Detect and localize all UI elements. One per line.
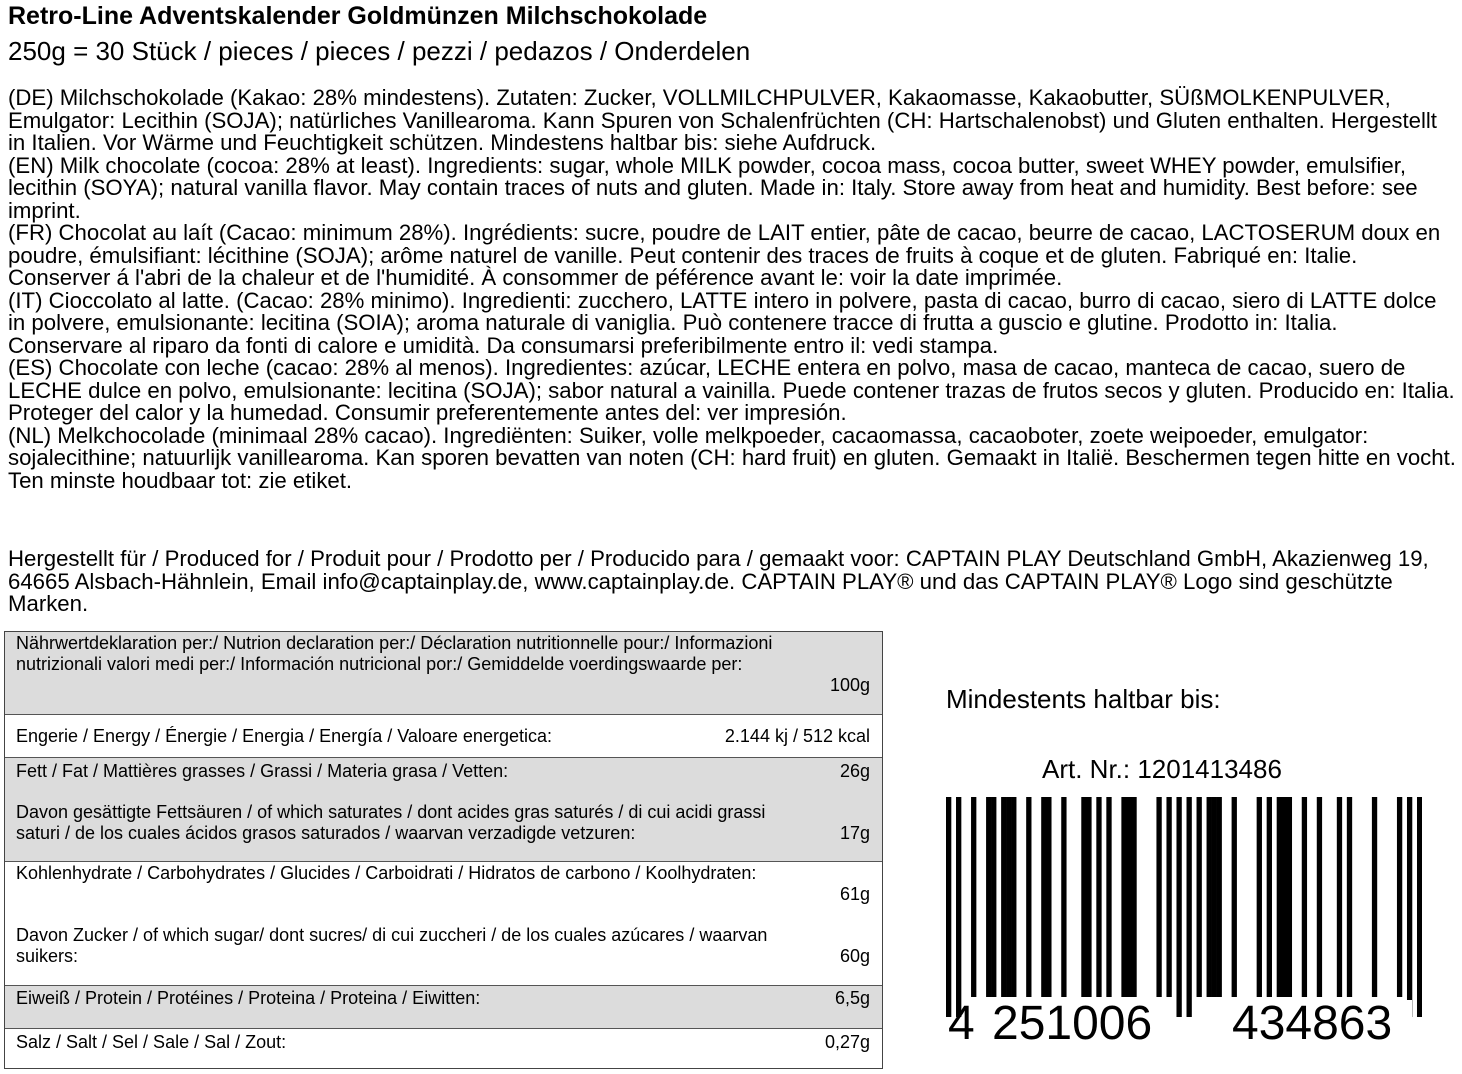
best-before-label: Mindestents haltbar bis: — [946, 684, 1221, 714]
barcode-bar — [1347, 797, 1352, 997]
nutrition-fat-value: 26g — [839, 761, 870, 781]
nutrition-energy-label: Engerie / Energy / Énergie / Energia / Energía / Valoare energetica: — [16, 726, 552, 746]
nutrition-row-protein — [5, 985, 882, 1028]
nutrition-saturates-value: 17g — [839, 823, 870, 843]
barcode-bar — [1131, 797, 1136, 997]
barcode-bar — [986, 797, 991, 997]
barcode-bar — [1011, 797, 1016, 997]
barcode-bar — [1061, 797, 1066, 997]
barcode-bar — [1046, 797, 1051, 997]
nutrition-salt-label: Salz / Salt / Sel / Sale / Sal / Zout: — [16, 1032, 287, 1052]
barcode-bar — [1257, 797, 1262, 997]
barcode-bar — [1126, 797, 1131, 997]
nutrition-row-energy — [5, 714, 882, 757]
barcode-bar — [1282, 797, 1287, 997]
barcode-bar — [971, 797, 976, 997]
barcode-image — [946, 797, 1422, 1017]
ingredients-block — [8, 87, 1458, 492]
nutrition-row-carbs — [5, 861, 882, 985]
barcode-bar — [1372, 797, 1377, 997]
barcode-bar — [1041, 797, 1046, 997]
ingredients-nl: (NL) Melkchocolade (minimaal 28% cacao). Ingrediënten: Suiker, volle melkpoeder, cacaomassa, cacaoboter, zoete weipoeder, emulgator: sojalecithine; natuurlijk vanillearoma. Kan sporen bevatten van noten (CH: hard fruit) en gluten. Gemaakt in Italië. Beschermen tegen hitte en vocht. Ten minste houdbaar tot: zie etiket. — [8, 422, 1456, 493]
nutrition-table — [4, 631, 883, 1069]
barcode-bar — [1096, 797, 1101, 997]
barcode-bar — [1337, 797, 1342, 997]
barcode-bar — [1397, 797, 1402, 997]
barcode-first-digit: 4 — [948, 997, 975, 1050]
barcode-bar — [1207, 797, 1212, 997]
barcode-bar — [1317, 797, 1322, 997]
barcode-bar — [1287, 797, 1292, 997]
barcode-bar — [1232, 797, 1237, 997]
barcode-bar — [1407, 797, 1412, 1017]
barcode-bar — [1277, 797, 1282, 997]
barcode-left-digits: 251006 — [992, 997, 1153, 1050]
nutrition-salt-value: 0,27g — [824, 1032, 870, 1052]
barcode-bar — [1417, 797, 1422, 1017]
barcode-bar — [1006, 797, 1011, 997]
barcode-right-digits: 434863 — [1232, 997, 1393, 1050]
ingredients-de: (DE) Milchschokolade (Kakao: 28% mindestens). Zutaten: Zucker, VOLLMILCHPULVER, Kakaomasse, Kakaobutter, SÜßMOLKENPULVER, Emulgator: Lecithin (SOJA); natürliches Vanillearoma. Kann Spuren von Schalenfrüchten (CH: Hartschalenobst) und Gluten enthalten. Hergestellt in Italien. Vor Wärme und Feuchtigkeit schützen. Mindestens haltbar bis: siehe Aufdruck. — [8, 85, 1437, 155]
nutrition-row-salt — [5, 1028, 882, 1068]
nutrition-protein-label: Eiweiß / Protein / Protéines / Proteina / Proteina / Eiwitten: — [16, 988, 481, 1008]
nutrition-fat-label: Fett / Fat / Mattières grasses / Grassi / Materia grasa / Vetten: — [16, 761, 509, 781]
product-subtitle: 250g = 30 Stück / pieces / pieces / pezzi / pedazos / Onderdelen — [8, 36, 751, 66]
nutrition-header-label: Nährwertdeklaration per:/ Nutrion declaration per:/ Déclaration nutritionnelle pour:/ Informazioni nutrizionali valori medi per:/ Información nutricional por:/ Gemiddelde voerdingswaarde per: — [16, 633, 773, 674]
nutrition-carbs-value: 61g — [839, 884, 870, 904]
barcode-bar — [1217, 797, 1222, 997]
barcode-bar — [1106, 797, 1111, 997]
ingredients-es: (ES) Chocolate con leche (cacao: 28% al menos). Ingredientes: azúcar, LECHE entera en polvo, masa de cacao, manteca de cacao, suero de LECHE dulce en polvo, emulsionante: lecitina (SOJA); sabor natural a vainilla. Puede contener trazas de frutos secos y gluten. Producido en: Italia. Proteger del calor y la humedad. Consumir preferentemente antes del: ver impresión. — [8, 355, 1455, 425]
product-title: Retro-Line Adventskalender Goldmünzen Milchschokolade — [8, 2, 708, 30]
barcode-bar — [1026, 797, 1031, 997]
nutrition-sugar-value: 60g — [839, 946, 870, 966]
barcode-bar — [1187, 797, 1192, 1017]
barcode-bar — [946, 797, 951, 1017]
barcode-bar — [1302, 797, 1307, 997]
barcode-bar — [1081, 797, 1086, 997]
ingredients-it: (IT) Cioccolato al latte. (Cacao: 28% minimo). Ingredienti: zucchero, LATTE intero in polvere, pasta di cacao, burro di cacao, siero di LATTE dolce in polvere, emulsionante: lecitina (SOIA); aroma naturale di vaniglia. Può contenere tracce di frutta a guscio e glutine. Prodotto in: Italia. Conservare al riparo da fonti di calore e umidità. Da consumarsi preferibilmente entro il: vedi stampa. — [8, 287, 1437, 358]
nutrition-header-value: 100g — [829, 675, 870, 695]
barcode-bar — [956, 797, 961, 1017]
nutrition-energy-value: 2.144 kj / 512 kcal — [724, 726, 870, 746]
ingredients-fr: (FR) Chocolat au laít (Cacao: minimum 28%). Ingrédients: sucre, poudre de LAIT entier, pâte de cacao, beurre de cacao, LACTOSERUM doux en poudre, émulsifiant: lécithine (SOJA); arôme naturel de vanille. Peut contenir des traces de fruits à coque et de gluten. Fabriqué en: Italie. Conserver á l'abri de la chaleur et de l'humidité. À consommer de péférence avant le: voir la date imprimée. — [8, 220, 1441, 290]
nutrition-sugar-label: Davon Zucker / of which sugar/ dont sucres/ di cui zuccheri / de los cuales azúcares / waarvan suikers: — [16, 925, 768, 966]
barcode-bar — [991, 797, 996, 997]
barcode-bar — [1086, 797, 1091, 997]
barcode-bar — [1197, 797, 1202, 997]
nutrition-carbs-label: Kohlenhydrate / Carbohydrates / Glucides / Carboidrati / Hidratos de carbono / Koolhydraten: — [16, 863, 757, 883]
barcode-bar — [1156, 797, 1161, 997]
barcode-bar — [1166, 797, 1171, 997]
nutrition-protein-value: 6,5g — [834, 988, 870, 1008]
nutrition-saturates-label: Davon gesättigte Fettsäuren / of which saturates / dont acides gras saturés / di cui acidi grassi saturi / de los cuales ácidos grasos saturados / waarvan verzadigde vetzuren: — [16, 802, 766, 843]
barcode-bar — [1001, 797, 1006, 997]
barcode-bar — [1212, 797, 1217, 997]
barcode-bar — [1267, 797, 1272, 997]
nutrition-row-fat — [5, 757, 882, 861]
producer-info: Hergestellt für / Produced for / Produit pour / Prodotto per / Producido para / gemaakt voor: CAPTAIN PLAY Deutschland GmbH, Akazienweg 19, 64665 Alsbach-Hähnlein, Email info@captainplay.de, www.captainplay.de. CAPTAIN PLAY® und das CAPTAIN PLAY® Logo sind geschützte Marken. — [8, 546, 1429, 616]
ingredients-en: (EN) Milk chocolate (cocoa: 28% at least). Ingredients: sugar, whole MILK powder, cocoa mass, cocoa butter, sweet WHEY powder, emulsifier, lecithin (SOYA); natural vanilla flavor. May contain traces of nuts and gluten. Made in: Italy. Store away from heat and humidity. Best before: see imprint. — [8, 152, 1418, 223]
barcode-bar — [1176, 797, 1181, 1017]
barcode-bar — [1121, 797, 1126, 997]
article-number: Art. Nr.: 1201413486 — [1042, 754, 1282, 784]
nutrition-header-row — [5, 632, 882, 714]
